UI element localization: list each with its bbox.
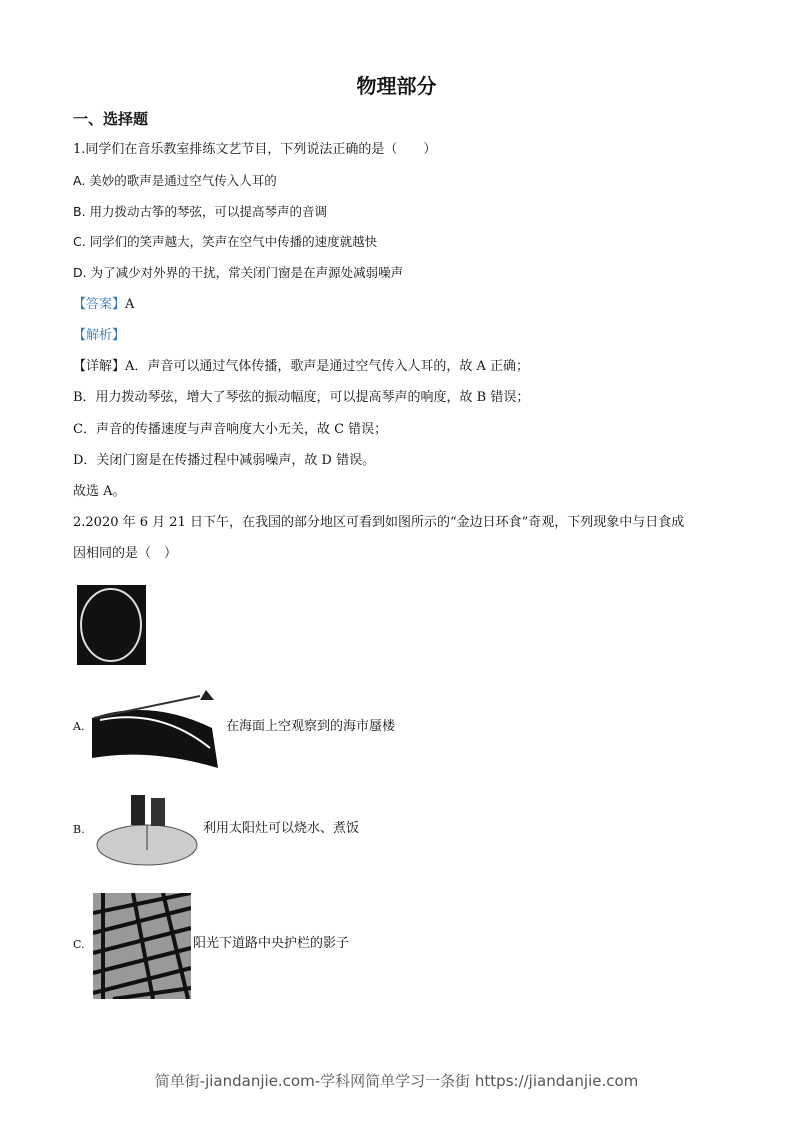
q2-option-a-label: A. <box>73 720 85 733</box>
solar-cooker-image <box>93 790 201 872</box>
q1-option-c: C. 同学们的笑声越大，笑声在空气中传播的速度就越快 <box>73 234 378 249</box>
annular-eclipse-image <box>77 585 146 665</box>
detail-line-c: C．声音的传播速度与声音响度大小无关，故 C 错误； <box>73 422 388 437</box>
answer-line <box>73 296 134 314</box>
detail-line-b: B．用力拨动琴弦，增大了琴弦的振动幅度，可以提高琴声的响度，故 B 错误； <box>73 390 530 405</box>
guardrail-shadow-image <box>93 893 191 999</box>
detail-label: 【详解】 <box>73 359 126 374</box>
q2-option-a-text: 在海面上空观察到的海市蜃楼 <box>226 719 396 734</box>
mirage-image <box>90 688 220 772</box>
answer-label: 【答案】 <box>73 297 126 312</box>
q1-option-b: B. 用力拨动古筝的琴弦，可以提高琴声的音调 <box>73 204 328 219</box>
page-title: 物理部分 <box>356 74 437 98</box>
detail-a-text: A．声音可以通过气体传播，歌声是通过空气传入人耳的，故 A 正确； <box>125 359 530 374</box>
footer-watermark: 简单街-jiandanjie.com-学科网简单学习一条街 https://jiandanjie.com <box>154 1072 639 1090</box>
analysis-label: 【解析】 <box>73 328 126 343</box>
q2-option-c-label: C. <box>73 938 85 951</box>
q1-option-a: A. 美妙的歌声是通过空气传入人耳的 <box>73 173 277 188</box>
detail-line-a <box>73 358 529 376</box>
question-1-stem: 1.同学们在音乐教室排练文艺节目，下列说法正确的是（ ） <box>73 142 437 157</box>
question-2-stem-line2: 因相同的是（ ） <box>73 546 178 561</box>
detail-line-d: D．关闭门窗是在传播过程中减弱噪声，故 D 错误。 <box>73 453 376 468</box>
question-2-stem-line1: 2.2020 年 6 月 21 日下午，在我国的部分地区可看到如图所示的“金边日环食”奇观，下列现象中与日食成 <box>73 515 685 530</box>
q2-option-c-text: 阳光下道路中央护栏的影子 <box>193 936 350 951</box>
answer-value: A <box>125 297 135 312</box>
q2-option-b-text: 利用太阳灶可以烧水、煮饭 <box>203 821 360 836</box>
q1-option-d: D. 为了减少对外界的干扰，常关闭门窗是在声源处减弱噪声 <box>73 265 404 280</box>
section-heading: 一、选择题 <box>73 110 149 128</box>
conclusion: 故选 A。 <box>73 484 126 499</box>
q2-option-b-label: B. <box>73 823 85 836</box>
